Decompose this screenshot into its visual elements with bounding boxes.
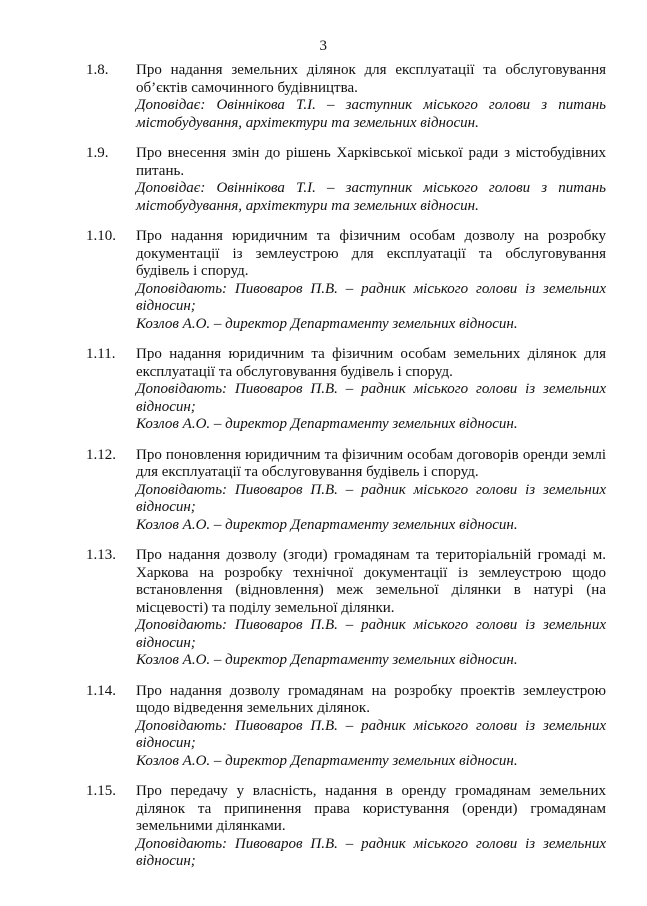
item-speaker xyxy=(136,97,606,132)
item-body xyxy=(136,547,606,670)
item-speaker xyxy=(136,718,606,771)
speaker-line: Козлов А.О. – директор Департаменту земельних відносин. xyxy=(136,752,518,769)
speaker-line: Доповідають: Пивоваров П.В. – радник міського голови із земельних відносин; xyxy=(136,280,606,314)
agenda-item xyxy=(86,346,606,434)
item-title: Про надання земельних ділянок для експлуатації та обслуговування об’єктів самочинного будівництва. xyxy=(136,62,606,96)
speaker-line: Доповідають: Пивоваров П.В. – радник міського голови із земельних відносин; xyxy=(136,617,606,651)
speaker-line: Козлов А.О. – директор Департаменту земельних відносин. xyxy=(136,416,518,432)
speaker-line: Доповідають: Пивоваров П.В. – радник міського голови із земельних відносин; xyxy=(136,717,606,751)
agenda-item xyxy=(86,228,606,333)
item-speaker xyxy=(136,281,606,334)
item-number: 1.14. xyxy=(86,682,116,699)
item-title: Про надання юридичним та фізичним особам дозволу на розробку документації із землеустрою для експлуатації та обслуговування будівель і споруд. xyxy=(136,228,606,279)
speaker-line: Козлов А.О. – директор Департаменту земельних відносин. xyxy=(136,315,518,332)
speaker-line: Доповідають: Пивоваров П.В. – радник міського голови із земельних відносин; xyxy=(136,381,606,415)
item-body xyxy=(136,145,606,215)
speaker-line: Доповідає: Овіннікова Т.І. – заступник міського голови з питань містобудування, архітектури та земельних відносин. xyxy=(136,97,606,131)
item-number: 1.8. xyxy=(86,62,109,78)
item-body xyxy=(136,346,606,434)
speaker-line: Доповідають: Пивоваров П.В. – радник міського голови із земельних відносин; xyxy=(136,835,606,869)
item-number: 1.10. xyxy=(86,228,116,244)
page-number: 3 xyxy=(319,38,328,54)
item-body xyxy=(136,228,606,333)
item-body xyxy=(136,62,606,132)
agenda-item xyxy=(86,145,606,215)
item-title: Про надання юридичним та фізичним особам земельних ділянок для експлуатації та обслуговування будівель і споруд. xyxy=(136,346,606,380)
agenda-item xyxy=(86,547,606,670)
item-title: Про надання дозволу громадянам на розробку проектів землеустрою щодо відведення земельних ділянок. xyxy=(136,682,606,716)
item-speaker xyxy=(136,617,606,670)
item-speaker xyxy=(136,381,606,434)
item-body xyxy=(136,783,606,871)
item-speaker xyxy=(136,180,606,215)
item-title: Про поновлення юридичним та фізичним особам договорів оренди землі для експлуатації та обслуговування будівель і споруд. xyxy=(136,446,606,480)
speaker-line: Доповідає: Овіннікова Т.І. – заступник міського голови з питань містобудування, архітектури та земельних відносин. xyxy=(136,180,606,214)
item-title: Про внесення змін до рішень Харківської міської ради з містобудівних питань. xyxy=(136,145,606,179)
item-body xyxy=(136,447,606,535)
item-number: 1.11. xyxy=(86,346,116,362)
item-title: Про передачу у власність, надання в оренду громадянам земельних ділянок та припинення права користування (оренди) громадянам земельними ділянками. xyxy=(136,783,606,834)
agenda-item xyxy=(86,783,606,871)
item-number: 1.15. xyxy=(86,783,116,799)
item-number: 1.13. xyxy=(86,547,116,563)
agenda-item xyxy=(86,447,606,535)
item-number: 1.9. xyxy=(86,145,109,161)
item-speaker xyxy=(136,836,606,871)
speaker-line: Доповідають: Пивоваров П.В. – радник міського голови із земельних відносин; xyxy=(136,481,606,515)
speaker-line: Козлов А.О. – директор Департаменту земельних відносин. xyxy=(136,516,518,533)
item-body xyxy=(136,683,606,771)
agenda-list xyxy=(86,62,606,884)
agenda-item xyxy=(86,683,606,771)
item-number: 1.12. xyxy=(86,446,116,463)
item-speaker xyxy=(136,482,606,535)
item-title: Про надання дозволу (згоди) громадянам та територіальній громаді м. Харкова на розробку технічної документації із землеустрою щодо встановлення (відновлення) меж земельної ділянки в натурі (на місцевості) та поділу земельної ділянки. xyxy=(136,547,606,616)
agenda-item xyxy=(86,62,606,132)
speaker-line: Козлов А.О. – директор Департаменту земельних відносин. xyxy=(136,652,518,668)
